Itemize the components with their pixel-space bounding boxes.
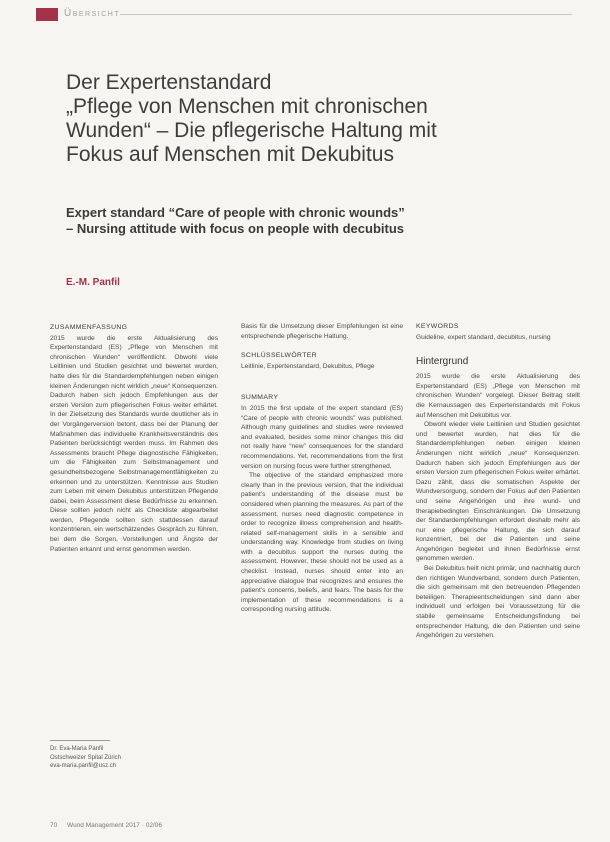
article-title: [66, 71, 566, 167]
keywords-heading-en: KEYWORDS: [416, 323, 459, 330]
journal-name: Wund Management 2017 · 02/06: [67, 822, 162, 829]
summary-heading: SUMMARY: [241, 394, 279, 402]
footnote-email: eva-maria.panfil@usz.ch: [50, 763, 117, 770]
author: E.-M. Panfil: [66, 277, 120, 288]
page-footer: [50, 822, 170, 829]
article-subtitle: [66, 205, 566, 237]
keywords-heading-de: SCHLÜSSELWÖRTER: [241, 352, 317, 360]
column-middle: [241, 322, 403, 615]
subtitle-line: Expert standard “Care of people with chronic wounds”: [66, 205, 405, 220]
abstract-heading: ZUSAMMENFASSUNG: [50, 324, 128, 331]
column-right: [416, 322, 580, 641]
abstract-text: 2015 wurde die erste Aktualisierung des Expertenstandard (ES) „Pflege von Menschen mit chronischen Wunden“ veröffentlicht. Obwohl viele Leitlinien und Studien gesichtet und bewertet wurden, hatte dies für die Standardempfehlungen neben einigen kleinen Änderungen nicht wirklich „neue“ Konsequenzen. Dadurch haben sich jedoch Empfehlungen aus der ersten Version zum pflegerischen Fokus weiter erhärtet. In der Zielsetzung des Standards wurde deutlicher als in der Vorgängerversion betont, dass bei der Planung der Maßnahmen das individuelle Krankheitsverständnis des Patienten berücksichtigt werden muss. Im Rahmen des Assessments braucht Pflege diagnostische Fähigkeiten, um die Fähigkeiten zum Selbstmanagement und gesundheitsbezogene Selbstmanagementfähigkeiten zu erkennen und zu unterstützen. Kenntnisse aus Studien zum Leben mit einem Dekubitus unterstützen Pflegende dabei, beim Assessment diese Bedürfnisse zu erkennen. Diese sollten jedoch nicht als Checkliste abgearbeitet werden, Pflegende sollten sich stattdessen darauf konzentrieren, ein wertschätzendes Gespräch zu führen, bei dem die Sorgen, Vorstellungen und Ängste der Patienten erkannt und ernst genommen werden.: [50, 334, 218, 553]
section-accent-bar: [36, 8, 58, 21]
body-paragraph: Bei Dekubitus heilt nicht primär, und nachhaltig durch den richtigen Wundverband, sondern durch Patienten, die sich gemeinsam mit den betreuenden Pflegenden beteiligen. Therapieentscheidungen sind dann aber individuell und erfolgen bei Voraussetzung für die stabile gemeinsame Entscheidungsfindung bei entsprechender Haltung, die den Patienten und seine Angehörigen zu verstehen.: [416, 565, 580, 640]
abstract-continuation: Basis für die Umsetzung dieser Empfehlungen ist eine entsprechende pflegerische Haltung.: [241, 323, 403, 340]
keywords-en: Guideline, expert standard, decubitus, nursing: [416, 333, 551, 341]
footnote-rule: [50, 740, 110, 741]
body-paragraph: 2015 wurde die erste Aktualisierung des Expertenstandard (ES) „Pflege von Menschen mit chronischen Wunden“ vorgelegt. Dieser Beitrag stellt die Kernaussagen des Expertenstandards mit Fokus auf Menschen mit Dekubitus vor.: [416, 373, 580, 419]
body-paragraph: Obwohl wieder viele Leitlinien und Studien gesichtet und bewertet wurden, hat dies für die Standardempfehlungen neben einigen kleinen Änderungen nicht wirklich „neue“ Konsequenzen. Dadurch haben sich jedoch Empfehlungen aus der ersten Version zum pflegerischen Fokus weiter erhärtet. Dazu zählt, dass die somatischen Aspekte der Wundversorgung, sondern der Fokus auf den Patienten und seine Angehörigen und ihre wund- und therapiebedingten Einschränkungen. Die Umsetzung der Standardempfehlungen erfordert deshalb mehr als nur eine pflegerische Haltung, die sich darauf konzentriert, bei der die Patienten und seine Angehörigen begleitet und ihnen Bedürfnisse ernst genommen werden.: [416, 421, 580, 563]
footnote-name: Dr. Eva-Maria Panfil: [50, 746, 104, 752]
author-footnote: [50, 745, 230, 771]
column-left: [50, 323, 218, 554]
header-rule: [120, 14, 572, 15]
page-number: 70: [50, 822, 58, 829]
keywords-de: Leitlinie, Expertenstandard, Dekubitus, Pflege: [241, 362, 375, 370]
section-heading: Hintergrund: [416, 356, 469, 368]
title-line: Wunden“ – Die pflegerische Haltung mit: [66, 119, 437, 142]
title-line: „Pflege von Menschen mit chronischen: [66, 95, 428, 118]
title-line: Fokus auf Menschen mit Dekubitus: [66, 143, 394, 166]
summary-paragraph: In 2015 the first update of the expert standard (ES) “Care of people with chronic wounds” was published. Although many guidelines and studies were reviewed and evaluated, besides some minor changes this did not really have “new” consequences for the standard recommendations. Yet, recommendations from the first version on nursing focus were further strengthened.: [241, 404, 403, 470]
summary-paragraph: The objective of the standard emphasized more clearly than in the previous version, that the individual patient’s understanding of the disease must be considered when planning the measures. As part of the assessment, nurses need diagnostic competence in order to recognize illness comprehension and health-related self-management skills in a sensible and understanding way. Knowledge from studies on living with a decubitus support the nurses during the assessment. However, these should not be used as a checklist. Instead, nurses should enter into an appreciative dialogue that recognizes and ensures the patient’s concerns, beliefs, and fears. The basis for the implementation of these recommendations is a corresponding nursing attitude.: [241, 472, 403, 614]
subtitle-line: – Nursing attitude with focus on people with decubitus: [66, 221, 405, 236]
title-line: Der Expertenstandard: [66, 71, 272, 94]
section-label: Übersicht: [64, 8, 121, 19]
footnote-affiliation: Ostschweizer Spital Zürich: [50, 754, 122, 761]
